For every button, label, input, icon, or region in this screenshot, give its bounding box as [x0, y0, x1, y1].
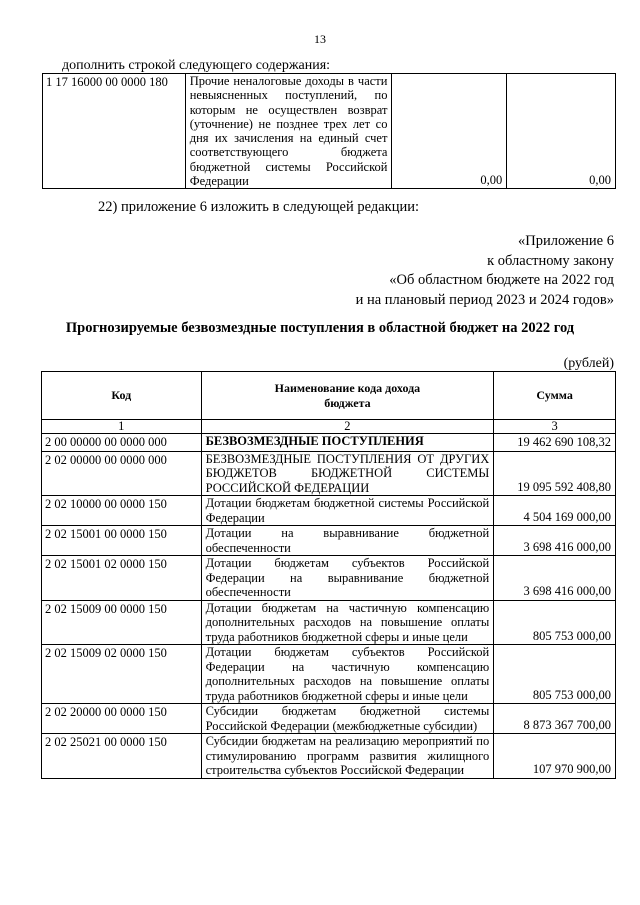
header-code: Код: [42, 372, 202, 420]
table-row: [42, 704, 616, 734]
row-name: Дотации бюджетам на частичную компенсацию дополнительных расходов на повышение оплаты труда работников бюджетной сферы и иные цели: [201, 600, 494, 645]
table-row: [42, 496, 616, 526]
intro-text: дополнить строкой следующего содержания:: [62, 58, 331, 73]
amendment-name: Прочие неналоговые доходы в части невыясненных поступлений, по которым не осуществлен возврат (уточнение) не позднее трех лет со дня их зачисления на единый счет соответствующего бюджета бюджетной системы Российской Федерации: [185, 74, 392, 189]
row-sum: 19 095 592 408,80: [494, 451, 616, 496]
row-code: 2 02 15001 00 0000 150: [42, 526, 202, 556]
row-name: БЕЗВОЗМЕЗДНЫЕ ПОСТУПЛЕНИЯ: [201, 434, 494, 452]
row-name: БЕЗВОЗМЕЗДНЫЕ ПОСТУПЛЕНИЯ ОТ ДРУГИХ БЮДЖЕТОВ БЮДЖЕТНОЙ СИСТЕМЫ РОССИЙСКОЙ ФЕДЕРАЦИИ: [201, 451, 494, 496]
appendix-line-2: к областному закону: [487, 252, 614, 269]
row-sum: 107 970 900,00: [494, 734, 616, 779]
row-sum: 3 698 416 000,00: [494, 526, 616, 556]
row-sum: 19 462 690 108,32: [494, 434, 616, 452]
appendix-line-4: и на плановый период 2023 и 2024 годов»: [355, 291, 614, 308]
table-row: [42, 451, 616, 496]
row-code: 2 02 15001 02 0000 150: [42, 556, 202, 601]
row-sum: 3 698 416 000,00: [494, 556, 616, 601]
column-index: 2: [201, 420, 494, 434]
row-name: Дотации бюджетам бюджетной системы Российской Федерации: [201, 496, 494, 526]
row-name: Субсидии бюджетам на реализацию мероприятий по стимулированию программ развития жилищного строительства субъектов Российской Федерации: [201, 734, 494, 779]
row-code: 2 02 00000 00 0000 000: [42, 451, 202, 496]
table-row: [42, 434, 616, 452]
table-row: [42, 556, 616, 601]
row-code: 2 02 15009 00 0000 150: [42, 600, 202, 645]
row-sum: 8 873 367 700,00: [494, 704, 616, 734]
column-index-row: [42, 420, 616, 434]
amendment-table: [42, 73, 616, 189]
row-sum: 805 753 000,00: [494, 600, 616, 645]
item-22-text: 22) приложение 6 изложить в следующей редакции:: [98, 199, 420, 215]
revenue-table: [41, 371, 616, 779]
page-number: 13: [314, 32, 326, 46]
row-sum: 4 504 169 000,00: [494, 496, 616, 526]
table-row: [42, 734, 616, 779]
row-code: 2 02 25021 00 0000 150: [42, 734, 202, 779]
row-code: 2 02 10000 00 0000 150: [42, 496, 202, 526]
column-index: 1: [42, 420, 202, 434]
column-index: 3: [494, 420, 616, 434]
header-name: Наименование кода дохода бюджета: [201, 372, 494, 420]
table-row: [42, 645, 616, 704]
appendix-header: [356, 232, 614, 310]
row-name: Дотации бюджетам субъектов Российской Федерации на выравнивание бюджетной обеспеченности: [201, 556, 494, 601]
row-code: 2 02 20000 00 0000 150: [42, 704, 202, 734]
document-title: Прогнозируемые безвозмездные поступления в областной бюджет на 2022 год: [65, 320, 575, 336]
table-header-row: [42, 372, 616, 420]
row-code: 2 02 15009 02 0000 150: [42, 645, 202, 704]
table-row: [42, 600, 616, 645]
amendment-code: 1 17 16000 00 0000 180: [43, 74, 186, 189]
row-name: Субсидии бюджетам бюджетной системы Российской Федерации (межбюджетные субсидии): [201, 704, 494, 734]
table-row: [42, 526, 616, 556]
row-name: Дотации на выравнивание бюджетной обеспеченности: [201, 526, 494, 556]
appendix-line-3: «Об областном бюджете на 2022 год: [389, 272, 614, 288]
row-name: Дотации бюджетам субъектов Российской Федерации на частичную компенсацию дополнительных расходов на повышение оплаты труда работников бюджетной сферы и иные цели: [201, 645, 494, 704]
units-label: (рублей): [563, 356, 614, 371]
row-sum: 805 753 000,00: [494, 645, 616, 704]
appendix-line-1: «Приложение 6: [518, 233, 614, 249]
amendment-value-1: 0,00: [392, 74, 507, 189]
table-row: [43, 74, 616, 189]
amendment-value-2: 0,00: [507, 74, 616, 189]
row-code: 2 00 00000 00 0000 000: [42, 434, 202, 452]
header-sum: Сумма: [494, 372, 616, 420]
